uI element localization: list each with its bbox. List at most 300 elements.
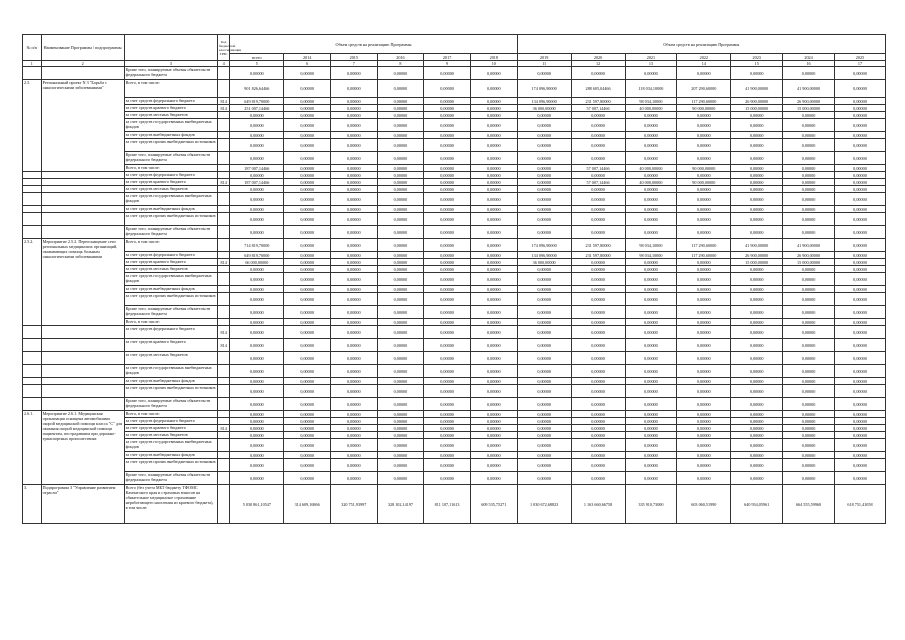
amount-cell: 57 007,14466 [571,105,625,112]
amount-cell: 0,00000 [731,193,783,206]
amount-cell: 0,00000 [330,286,377,293]
amount-cell: 0,00000 [731,378,783,385]
amount-cell: 0,00000 [424,213,471,226]
amount-cell: 0,00000 [377,67,424,80]
header-year: 2014 [284,54,331,61]
amount-cell: 26 900,00000 [783,98,835,105]
amount-cell: 0,00000 [470,80,517,98]
table-row [23,179,886,186]
amount-cell: 0,00000 [424,132,471,139]
amount-cell: 0,00000 [625,365,677,378]
amount-cell: 0,00000 [571,339,625,352]
kbk-code [217,365,229,378]
header-column-number: 14 [677,61,731,67]
amount-cell: 0,00000 [230,365,284,378]
amount-cell: 0,00000 [625,186,677,193]
amount-cell: 0,00000 [571,226,625,239]
amount-cell: 0,00000 [677,352,731,365]
amount-cell: 0,00000 [230,472,284,485]
amount-cell: 0,00000 [230,306,284,319]
header-year: 2021 [625,54,677,61]
amount-cell: 0,00000 [783,432,835,439]
amount-cell: 0,00000 [330,378,377,385]
amount-cell: 0,00000 [330,432,377,439]
amount-cell: 0,00000 [470,425,517,432]
amount-cell: 0,00000 [424,365,471,378]
amount-cell: 0,00000 [377,112,424,119]
header-year: 2025 [834,54,885,61]
amount-cell: 0,00000 [517,339,571,352]
amount-cell: 0,00000 [470,239,517,252]
amount-cell: 0,00000 [625,459,677,472]
table-row [23,273,886,286]
amount-cell: 0,00000 [377,252,424,259]
amount-cell: 335 910,73000 [625,485,677,524]
amount-cell: 0,00000 [230,432,284,439]
table-row [23,105,886,112]
table-row [23,306,886,319]
amount-cell: 0,00000 [571,139,625,152]
amount-cell: 0,00000 [783,139,835,152]
amount-cell: 0,00000 [424,266,471,273]
amount-cell: 0,00000 [571,365,625,378]
kbk-code [217,67,229,80]
amount-cell: 0,00000 [783,67,835,80]
amount-cell: 134 096,90000 [517,252,571,259]
amount-cell: 0,00000 [731,293,783,306]
amount-cell: 0,00000 [517,193,571,206]
amount-cell: 0,00000 [230,286,284,293]
amount-cell: 0,00000 [377,452,424,459]
amount-cell: 0,00000 [424,439,471,452]
amount-cell: 118 034,10000 [625,80,677,98]
amount-cell: 0,00000 [517,411,571,418]
amount-cell: 0,00000 [625,139,677,152]
amount-cell: 0,00000 [517,132,571,139]
amount-cell: 0,00000 [424,326,471,339]
kbk-code [217,119,229,132]
amount-cell: 0,00000 [284,306,331,319]
amount-cell: 0,00000 [677,206,731,213]
amount-cell: 0,00000 [284,385,331,398]
amount-cell: 0,00000 [330,80,377,98]
amount-cell: 0,00000 [571,266,625,273]
header-blank [124,35,217,61]
amount-cell: 0,00000 [377,293,424,306]
amount-cell: 0,00000 [517,139,571,152]
amount-cell: 0,00000 [517,385,571,398]
program-name: Мероприятие 2.6.1. Медицинская организация оснащена автомобилями скорой медицинской помощи класса "С" для оказания скорой медицинской помощи пациентам, пострадавшим при дорожно-транспортных происшествиях [41,411,124,485]
amount-cell: 0,00000 [330,459,377,472]
amount-cell: 0,00000 [330,179,377,186]
amount-cell: 0,00000 [284,139,331,152]
amount-cell: 0,00000 [731,226,783,239]
amount-cell: 0,00000 [783,385,835,398]
amount-cell: 0,00000 [517,439,571,452]
funding-source: Кроме того, планируемые объемы обязательств федерального бюджета [124,398,217,411]
amount-cell: 0,00000 [677,172,731,179]
funding-source: Кроме того, планируемые объемы обязательств федерального бюджета [124,67,217,80]
table-row [23,259,886,266]
amount-cell: 0,00000 [230,119,284,132]
funding-source: Кроме того, планируемые объемы обязательств федерального бюджета [124,472,217,485]
header-year: 2020 [571,54,625,61]
funding-source: за счет средств федерального бюджета [124,98,217,105]
table-row [23,365,886,378]
amount-cell: 0,00000 [834,378,885,385]
amount-cell: 0,00000 [377,119,424,132]
amount-cell: 0,00000 [377,352,424,365]
amount-cell: 0,00000 [377,319,424,326]
amount-cell: 0,00000 [731,411,783,418]
amount-cell: 0,00000 [731,112,783,119]
amount-cell: 0,00000 [677,152,731,165]
amount-cell: 0,00000 [284,352,331,365]
amount-cell: 0,00000 [783,193,835,206]
amount-cell: 0,00000 [470,378,517,385]
amount-cell: 0,00000 [517,112,571,119]
amount-cell: 603 060,51990 [677,485,731,524]
amount-cell: 0,00000 [424,472,471,485]
header-column-number: 7 [330,61,377,67]
amount-cell: 0,00000 [470,213,517,226]
amount-cell: 0,00000 [377,432,424,439]
program-name [41,352,124,365]
amount-cell: 0,00000 [677,266,731,273]
amount-cell: 0,00000 [470,139,517,152]
amount-cell: 0,00000 [517,432,571,439]
header-column-number: 13 [625,61,677,67]
amount-cell: 0,00000 [377,459,424,472]
amount-cell: 0,00000 [571,286,625,293]
row-index [23,326,42,339]
amount-cell: 901 826,64466 [230,80,284,98]
amount-cell: 0,00000 [834,326,885,339]
amount-cell: 0,00000 [834,132,885,139]
amount-cell: 0,00000 [834,452,885,459]
amount-cell: 0,00000 [424,67,471,80]
amount-cell: 0,00000 [424,112,471,119]
amount-cell: 0,00000 [284,172,331,179]
amount-cell: 0,00000 [284,425,331,432]
amount-cell: 0,00000 [517,293,571,306]
table-row [23,266,886,273]
amount-cell: 0,00000 [284,152,331,165]
amount-cell: 0,00000 [424,352,471,365]
amount-cell: 0,00000 [677,119,731,132]
amount-cell: 0,00000 [330,266,377,273]
amount-cell: 0,00000 [377,339,424,352]
amount-cell: 0,00000 [571,67,625,80]
amount-cell: 0,00000 [834,385,885,398]
table-row [23,459,886,472]
amount-cell: 0,00000 [284,193,331,206]
row-index [23,398,42,411]
amount-cell: 0,00000 [517,398,571,411]
header-year: 2017 [424,54,471,61]
kbk-code [217,452,229,459]
amount-cell: 0,00000 [783,112,835,119]
amount-cell: 288 605,04466 [571,80,625,98]
amount-cell: 0,00000 [284,378,331,385]
table-row [23,172,886,179]
amount-cell: 0,00000 [783,352,835,365]
amount-cell: 0,00000 [677,139,731,152]
amount-cell: 0,00000 [377,411,424,418]
amount-cell: 0,00000 [424,411,471,418]
amount-cell: 0,00000 [834,80,885,98]
amount-cell: 0,00000 [625,439,677,452]
amount-cell: 0,00000 [625,266,677,273]
amount-cell: 1 030 672,68823 [517,485,571,524]
header-column-number: 6 [284,61,331,67]
amount-cell: 0,00000 [517,226,571,239]
amount-cell: 0,00000 [625,425,677,432]
amount-cell: 0,00000 [330,67,377,80]
amount-cell: 0,00000 [834,425,885,432]
amount-cell: 0,00000 [625,472,677,485]
header-year: 2018 [470,54,517,61]
amount-cell: 0,00000 [470,273,517,286]
table-row [23,385,886,398]
amount-cell: 0,00000 [677,425,731,432]
table-row [23,193,886,206]
funding-source: за счет средств местных бюджетов [124,432,217,439]
amount-cell: 0,00000 [625,398,677,411]
amount-cell: 0,00000 [834,193,885,206]
amount-cell: 0,00000 [424,152,471,165]
amount-cell: 0,00000 [677,306,731,319]
header-year: 2024 [783,54,835,61]
amount-cell: 0,00000 [377,266,424,273]
amount-cell: 0,00000 [230,452,284,459]
amount-cell: 0,00000 [330,226,377,239]
amount-cell: 0,00000 [625,352,677,365]
amount-cell: 0,00000 [783,152,835,165]
kbk-code [217,80,229,98]
amount-cell: 0,00000 [731,67,783,80]
amount-cell: 15 000,00000 [783,105,835,112]
amount-cell: 0,00000 [330,352,377,365]
amount-cell: 0,00000 [731,206,783,213]
amount-cell: 117 290,60000 [677,239,731,252]
funding-source: за счет средств государственных внебюджетных фондов [124,119,217,132]
amount-cell: 0,00000 [284,105,331,112]
funding-source: за счет средств прочих внебюджетных источников [124,213,217,226]
amount-cell: 328 102,14197 [377,485,424,524]
amount-cell: 26 900,00000 [731,252,783,259]
amount-cell: 0,00000 [470,452,517,459]
amount-cell: 0,00000 [625,206,677,213]
funding-source: за счет средств федерального бюджета [124,326,217,339]
amount-cell: 0,00000 [470,319,517,326]
program-name [41,172,124,179]
program-name [41,193,124,206]
amount-cell: 0,00000 [783,365,835,378]
amount-cell: 0,00000 [783,306,835,319]
header-column-number: 16 [783,61,835,67]
amount-cell: 0,00000 [517,67,571,80]
amount-cell: 0,00000 [377,152,424,165]
amount-cell: 0,00000 [284,112,331,119]
amount-cell: 0,00000 [625,112,677,119]
amount-cell: 15 000,00000 [731,105,783,112]
header-column-number: 9 [424,61,471,67]
amount-cell: 0,00000 [517,119,571,132]
table-row [23,352,886,365]
amount-cell: 0,00000 [731,425,783,432]
amount-cell: 0,00000 [677,213,731,226]
amount-cell: 0,00000 [377,425,424,432]
amount-cell: 0,00000 [677,432,731,439]
amount-cell: 0,00000 [230,339,284,352]
funding-source: за счет средств прочих внебюджетных источников [124,459,217,472]
amount-cell: 41 900,00000 [783,239,835,252]
amount-cell: 15 000,00000 [783,259,835,266]
amount-cell: 0,00000 [517,273,571,286]
table-row [23,293,886,306]
funding-source: за счет средств федерального бюджета [124,172,217,179]
amount-cell: 0,00000 [230,213,284,226]
funding-source: за счет средств внебюджетных фондов [124,452,217,459]
amount-cell: 0,00000 [230,378,284,385]
amount-cell: 0,00000 [783,378,835,385]
kbk-code [217,213,229,226]
amount-cell: 314 609,16866 [284,485,331,524]
amount-cell: 0,00000 [677,132,731,139]
amount-cell: 0,00000 [284,252,331,259]
amount-cell: 0,00000 [677,273,731,286]
funding-source: за счет средств местных бюджетов [124,266,217,273]
table-row [23,119,886,132]
amount-cell: 187 007,14466 [230,165,284,172]
header-column-number: 4 [217,61,229,67]
amount-cell: 0,00000 [677,472,731,485]
amount-cell: 0,00000 [470,365,517,378]
program-name [41,339,124,352]
table-row [23,132,886,139]
amount-cell: 0,00000 [731,459,783,472]
header-column-number: 2 [41,61,124,67]
amount-cell: 0,00000 [424,432,471,439]
amount-cell: 0,00000 [330,365,377,378]
table-row [23,418,886,425]
amount-cell: 0,00000 [834,398,885,411]
program-name [41,326,124,339]
amount-cell: 0,00000 [571,418,625,425]
amount-cell: 36 000,00000 [517,259,571,266]
amount-cell: 0,00000 [571,259,625,266]
amount-cell: 0,00000 [470,105,517,112]
amount-cell: 0,00000 [783,286,835,293]
amount-cell: 187 007,14466 [230,179,284,186]
amount-cell: 0,00000 [424,378,471,385]
amount-cell: 0,00000 [284,80,331,98]
amount-cell: 0,00000 [625,339,677,352]
financing-table [22,34,886,524]
amount-cell: 320 751,93997 [330,485,377,524]
program-name [41,186,124,193]
amount-cell: 0,00000 [470,411,517,418]
amount-cell: 0,00000 [731,339,783,352]
amount-cell: 0,00000 [230,186,284,193]
funding-source: за счет средств федерального бюджета [124,252,217,259]
amount-cell: 0,00000 [625,226,677,239]
amount-cell: 0,00000 [377,306,424,319]
row-index [23,193,42,206]
table-row [23,152,886,165]
amount-cell: 0,00000 [517,266,571,273]
amount-cell: 0,00000 [625,411,677,418]
kbk-code: 814 [217,339,229,352]
kbk-code [217,165,229,172]
amount-cell: 0,00000 [377,398,424,411]
amount-cell: 0,00000 [783,398,835,411]
amount-cell: 0,00000 [330,206,377,213]
amount-cell: 0,00000 [330,306,377,319]
amount-cell: 40 000,00000 [625,165,677,172]
amount-cell: 0,00000 [625,286,677,293]
amount-cell: 0,00000 [284,365,331,378]
kbk-code [217,319,229,326]
amount-cell: 0,00000 [424,385,471,398]
amount-cell: 0,00000 [424,273,471,286]
program-name [41,385,124,398]
kbk-code [217,286,229,293]
amount-cell: 0,00000 [571,193,625,206]
kbk-code [217,418,229,425]
amount-cell: 0,00000 [677,319,731,326]
amount-cell: 0,00000 [284,432,331,439]
amount-cell: 0,00000 [284,259,331,266]
amount-cell: 0,00000 [470,252,517,259]
amount-cell: 0,00000 [834,239,885,252]
row-index [23,226,42,239]
amount-cell: 0,00000 [677,411,731,418]
amount-cell: 0,00000 [783,179,835,186]
amount-cell: 0,00000 [284,239,331,252]
amount-cell: 0,00000 [517,452,571,459]
header-year: 2016 [377,54,424,61]
amount-cell: 0,00000 [731,172,783,179]
amount-cell: 0,00000 [783,339,835,352]
amount-cell: 0,00000 [230,398,284,411]
funding-source: за счет средств внебюджетных фондов [124,132,217,139]
amount-cell: 40 000,00000 [625,105,677,112]
header-column-number: 11 [517,61,571,67]
funding-source: за счет средств местных бюджетов [124,186,217,193]
amount-cell: 0,00000 [783,213,835,226]
kbk-code [217,226,229,239]
amount-cell: 0,00000 [571,186,625,193]
amount-cell: 0,00000 [284,165,331,172]
amount-cell: 0,00000 [834,306,885,319]
amount-cell: 0,00000 [377,365,424,378]
amount-cell: 90 000,00000 [677,105,731,112]
amount-cell: 618 751,41058 [834,485,885,524]
amount-cell: 0,00000 [517,326,571,339]
kbk-code [217,239,229,252]
header-column-number: 1 [23,61,42,67]
amount-cell: 0,00000 [470,119,517,132]
row-index [23,67,42,80]
funding-source: Кроме того, планируемые объемы обязательств федерального бюджета [124,226,217,239]
program-name [41,213,124,226]
amount-cell: 0,00000 [517,365,571,378]
amount-cell: 0,00000 [284,119,331,132]
table-row [23,206,886,213]
amount-cell: 0,00000 [424,179,471,186]
